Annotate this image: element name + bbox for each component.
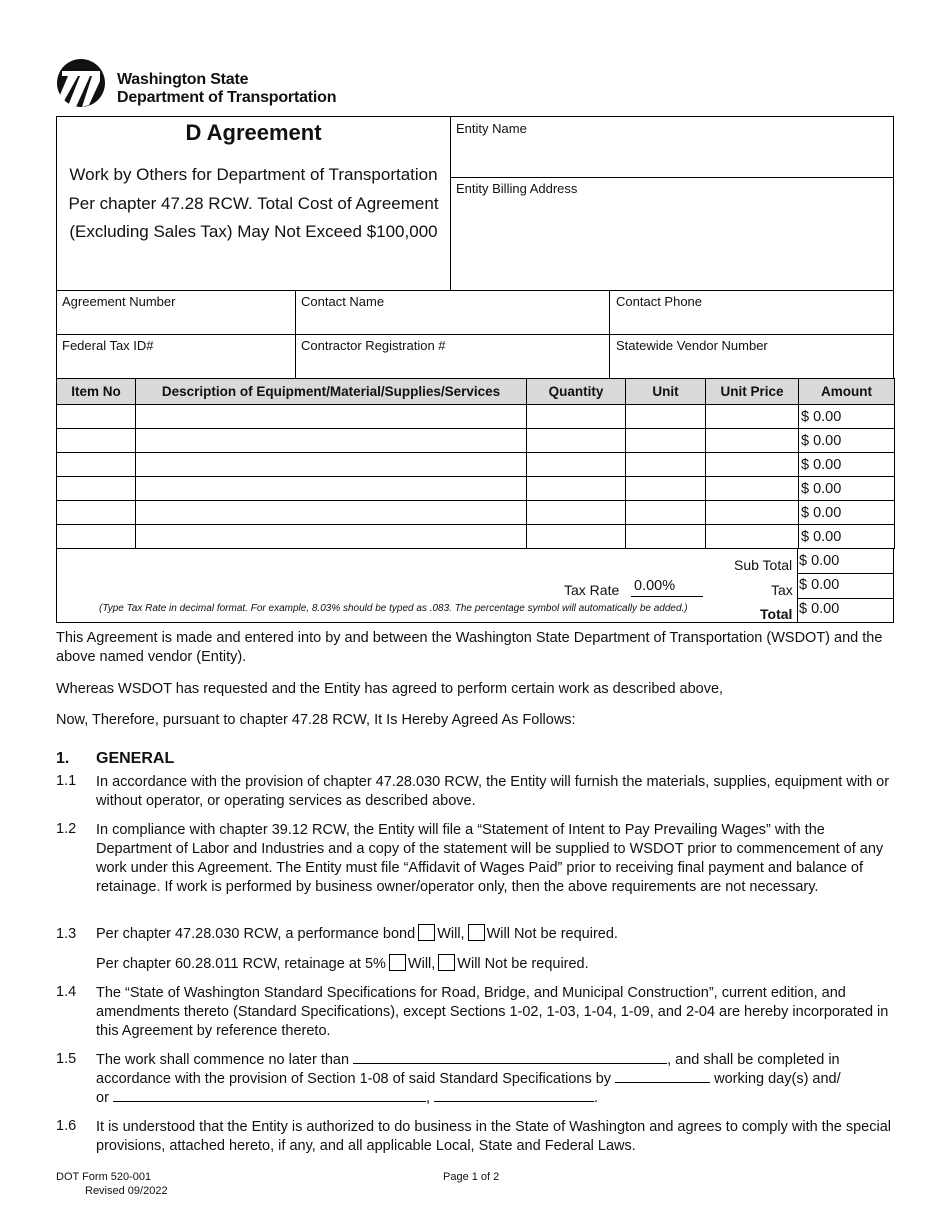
comma-text: ,: [425, 1090, 430, 1106]
subtotal-label: Sub Total: [734, 557, 793, 573]
item-no-cell[interactable]: [57, 501, 136, 525]
unit-price-cell[interactable]: [706, 501, 799, 525]
completion-date-field-2[interactable]: [434, 1101, 594, 1102]
agreement-number-label: Agreement Number: [62, 294, 176, 309]
unit-price-cell[interactable]: [706, 429, 799, 453]
amount-cell: $ 0.00: [799, 525, 895, 549]
entity-billing-address-label: Entity Billing Address: [456, 181, 578, 196]
quantity-cell[interactable]: [527, 501, 626, 525]
subtotal-value: $ 0.00: [799, 553, 840, 569]
description-cell[interactable]: [136, 525, 527, 549]
table-row: [57, 525, 895, 549]
table-row: [57, 405, 895, 429]
intro-paragraph-2: Whereas WSDOT has requested and the Entity has agreed to perform certain work as described above,: [56, 681, 724, 697]
amount-cell: $ 0.00: [799, 501, 895, 525]
commence-date-field[interactable]: [353, 1063, 667, 1064]
retainage-will-label: Will,: [407, 956, 436, 972]
period-text: .: [594, 1090, 599, 1106]
unit-cell[interactable]: [626, 429, 706, 453]
amount-cell: $ 0.00: [799, 405, 895, 429]
section-heading: GENERAL: [96, 750, 175, 767]
intro-paragraph-3: Now, Therefore, pursuant to chapter 47.28 RCW, It Is Hereby Agreed As Follows:: [56, 712, 576, 728]
item-no-cell[interactable]: [57, 453, 136, 477]
unit-cell[interactable]: [626, 453, 706, 477]
wsdot-logo-icon: [56, 57, 106, 109]
clause-1-5: [96, 1051, 896, 1108]
tax-note: (Type Tax Rate in decimal format. For example, 8.03% should be typed as .083. The percentage symbol will automatically be added.): [99, 603, 688, 614]
org-line1: Washington State: [117, 71, 249, 88]
table-header-row: [57, 379, 895, 405]
items-table: [56, 378, 895, 549]
item-no-cell[interactable]: [57, 429, 136, 453]
clause-number: 1.6: [56, 1118, 77, 1134]
description-cell[interactable]: [136, 453, 527, 477]
unit-cell[interactable]: [626, 525, 706, 549]
contact-phone-field[interactable]: [609, 290, 894, 335]
clause-number: 1.1: [56, 773, 77, 789]
unit-cell[interactable]: [626, 477, 706, 501]
contact-name-label: Contact Name: [301, 294, 385, 309]
description-cell[interactable]: [136, 429, 527, 453]
wsdot-logo: [56, 57, 376, 109]
unit-cell[interactable]: [626, 405, 706, 429]
statewide-vendor-number-label: Statewide Vendor Number: [616, 338, 768, 353]
quantity-cell[interactable]: [527, 525, 626, 549]
table-row: [57, 501, 895, 525]
entity-name-field[interactable]: [450, 116, 894, 178]
completed-text: , and shall be completed in: [667, 1052, 840, 1068]
org-line2: Department of Transportation: [117, 89, 337, 106]
description-cell[interactable]: [136, 501, 527, 525]
bond-will-label: Will,: [437, 926, 465, 942]
item-no-cell[interactable]: [57, 405, 136, 429]
page-number: Page 1 of 2: [443, 1171, 500, 1183]
statewide-vendor-number-field[interactable]: [609, 334, 894, 379]
col-unit-price: Unit Price: [706, 379, 799, 405]
contractor-registration-field[interactable]: [295, 334, 610, 379]
tax-rate-input[interactable]: 0.00%: [631, 578, 703, 597]
unit-price-cell[interactable]: [706, 525, 799, 549]
contact-name-field[interactable]: [295, 290, 610, 335]
col-item-no: Item No: [57, 379, 136, 405]
agreement-number-field[interactable]: [56, 290, 296, 335]
table-row: [57, 453, 895, 477]
tax-rate-label: Tax Rate: [564, 582, 620, 598]
contractor-registration-label: Contractor Registration #: [301, 338, 446, 353]
amount-cell: $ 0.00: [799, 429, 895, 453]
contact-phone-label: Contact Phone: [616, 294, 703, 309]
revised-date: Revised 09/2022: [85, 1185, 168, 1197]
quantity-cell[interactable]: [527, 477, 626, 501]
total-label: Total: [760, 606, 793, 622]
working-days-field[interactable]: [615, 1082, 710, 1083]
table-row: [57, 429, 895, 453]
intro-paragraph-1: This Agreement is made and entered into by and between the Washington State Department of Transportation (WSDOT) and the above named vendor (Entity).: [56, 630, 883, 665]
retainage-will-checkbox[interactable]: [389, 954, 406, 971]
retainage-will-not-checkbox[interactable]: [438, 954, 455, 971]
table-row: [57, 477, 895, 501]
bond-will-not-label: Will Not be required.: [486, 926, 618, 942]
quantity-cell[interactable]: [527, 429, 626, 453]
clause-1-3-line1: [96, 924, 896, 944]
clause-number: 1.4: [56, 984, 77, 1000]
retainage-will-not-label: Will Not be required.: [457, 956, 589, 972]
retainage-text: Per chapter 60.28.011 RCW, retainage at 5%: [96, 956, 386, 972]
clause-1-3-line2: [96, 954, 896, 974]
item-no-cell[interactable]: [57, 525, 136, 549]
col-amount: Amount: [799, 379, 895, 405]
quantity-cell[interactable]: [527, 405, 626, 429]
tax-label: Tax: [771, 582, 793, 598]
page-subtitle: Work by Others for Department of Transportation Per chapter 47.28 RCW. Total Cost of Agreement (Excluding Sales Tax) May Not Exceed $100,000: [68, 165, 439, 241]
unit-price-cell[interactable]: [706, 405, 799, 429]
completion-date-field-1[interactable]: [113, 1101, 426, 1102]
unit-price-cell[interactable]: [706, 477, 799, 501]
bond-will-not-checkbox[interactable]: [468, 924, 485, 941]
federal-tax-id-field[interactable]: [56, 334, 296, 379]
or-text: or: [96, 1090, 109, 1106]
col-quantity: Quantity: [527, 379, 626, 405]
description-cell[interactable]: [136, 477, 527, 501]
form-number: DOT Form 520-001: [56, 1171, 152, 1183]
amount-cell: $ 0.00: [799, 477, 895, 501]
item-no-cell[interactable]: [57, 477, 136, 501]
section-number: 1.: [56, 750, 70, 767]
bond-will-checkbox[interactable]: [418, 924, 435, 941]
clause-number: 1.5: [56, 1051, 77, 1067]
commence-text: The work shall commence no later than: [96, 1052, 350, 1068]
unit-price-cell[interactable]: [706, 453, 799, 477]
title-box: [56, 116, 451, 291]
amount-cell: $ 0.00: [799, 453, 895, 477]
clause-number: 1.2: [56, 821, 77, 837]
total-value: $ 0.00: [799, 601, 840, 617]
working-days-text: working day(s) and/: [714, 1071, 841, 1087]
quantity-cell[interactable]: [527, 453, 626, 477]
page-title: D Agreement: [185, 120, 322, 145]
unit-cell[interactable]: [626, 501, 706, 525]
col-unit: Unit: [626, 379, 706, 405]
entity-name-label: Entity Name: [456, 121, 527, 136]
federal-tax-id-label: Federal Tax ID#: [62, 338, 154, 353]
tax-value: $ 0.00: [799, 577, 840, 593]
accordance-text: accordance with the provision of Section 1-08 of said Standard Specifications by: [96, 1071, 612, 1087]
clause-number: 1.3: [56, 926, 77, 942]
entity-billing-address-field[interactable]: [450, 177, 894, 291]
description-cell[interactable]: [136, 405, 527, 429]
col-description: Description of Equipment/Material/Supplies/Services: [136, 379, 527, 405]
clause-1-6: It is understood that the Entity is authorized to do business in the State of Washington and agrees to comply with the special provisions, attached hereto, if any, and all applicable Local, State and Federal Laws.: [96, 1119, 892, 1154]
clause-1-1: In accordance with the provision of chapter 47.28.030 RCW, the Entity will furnish the materials, supplies, equipment with or without operator, or operating services as described above.: [96, 774, 890, 809]
clause-1-2: In compliance with chapter 39.12 RCW, the Entity will file a “Statement of Intent to Pay Prevailing Wages” with the Department of Labor and Industries and a copy of the statement will be supplied to WSDOT prior to commencement of any work under this Agreement. The Entity must file “Affidavit of Wages Paid” prior to receiving final payment and balance of retainage. If work is performed by business owner/operator only, then the above requirements are not necessary.: [96, 822, 884, 895]
clause-1-4: The “State of Washington Standard Specifications for Road, Bridge, and Municipal Construction”, current edition, and amendments thereto (Standard Specifications), except Sections 1-02, 1-03, 1-04, 1-09, and 2-04 are hereby incorporated in this Agreement by reference thereto.: [96, 985, 889, 1039]
performance-bond-text: Per chapter 47.28.030 RCW, a performance bond: [96, 926, 416, 942]
